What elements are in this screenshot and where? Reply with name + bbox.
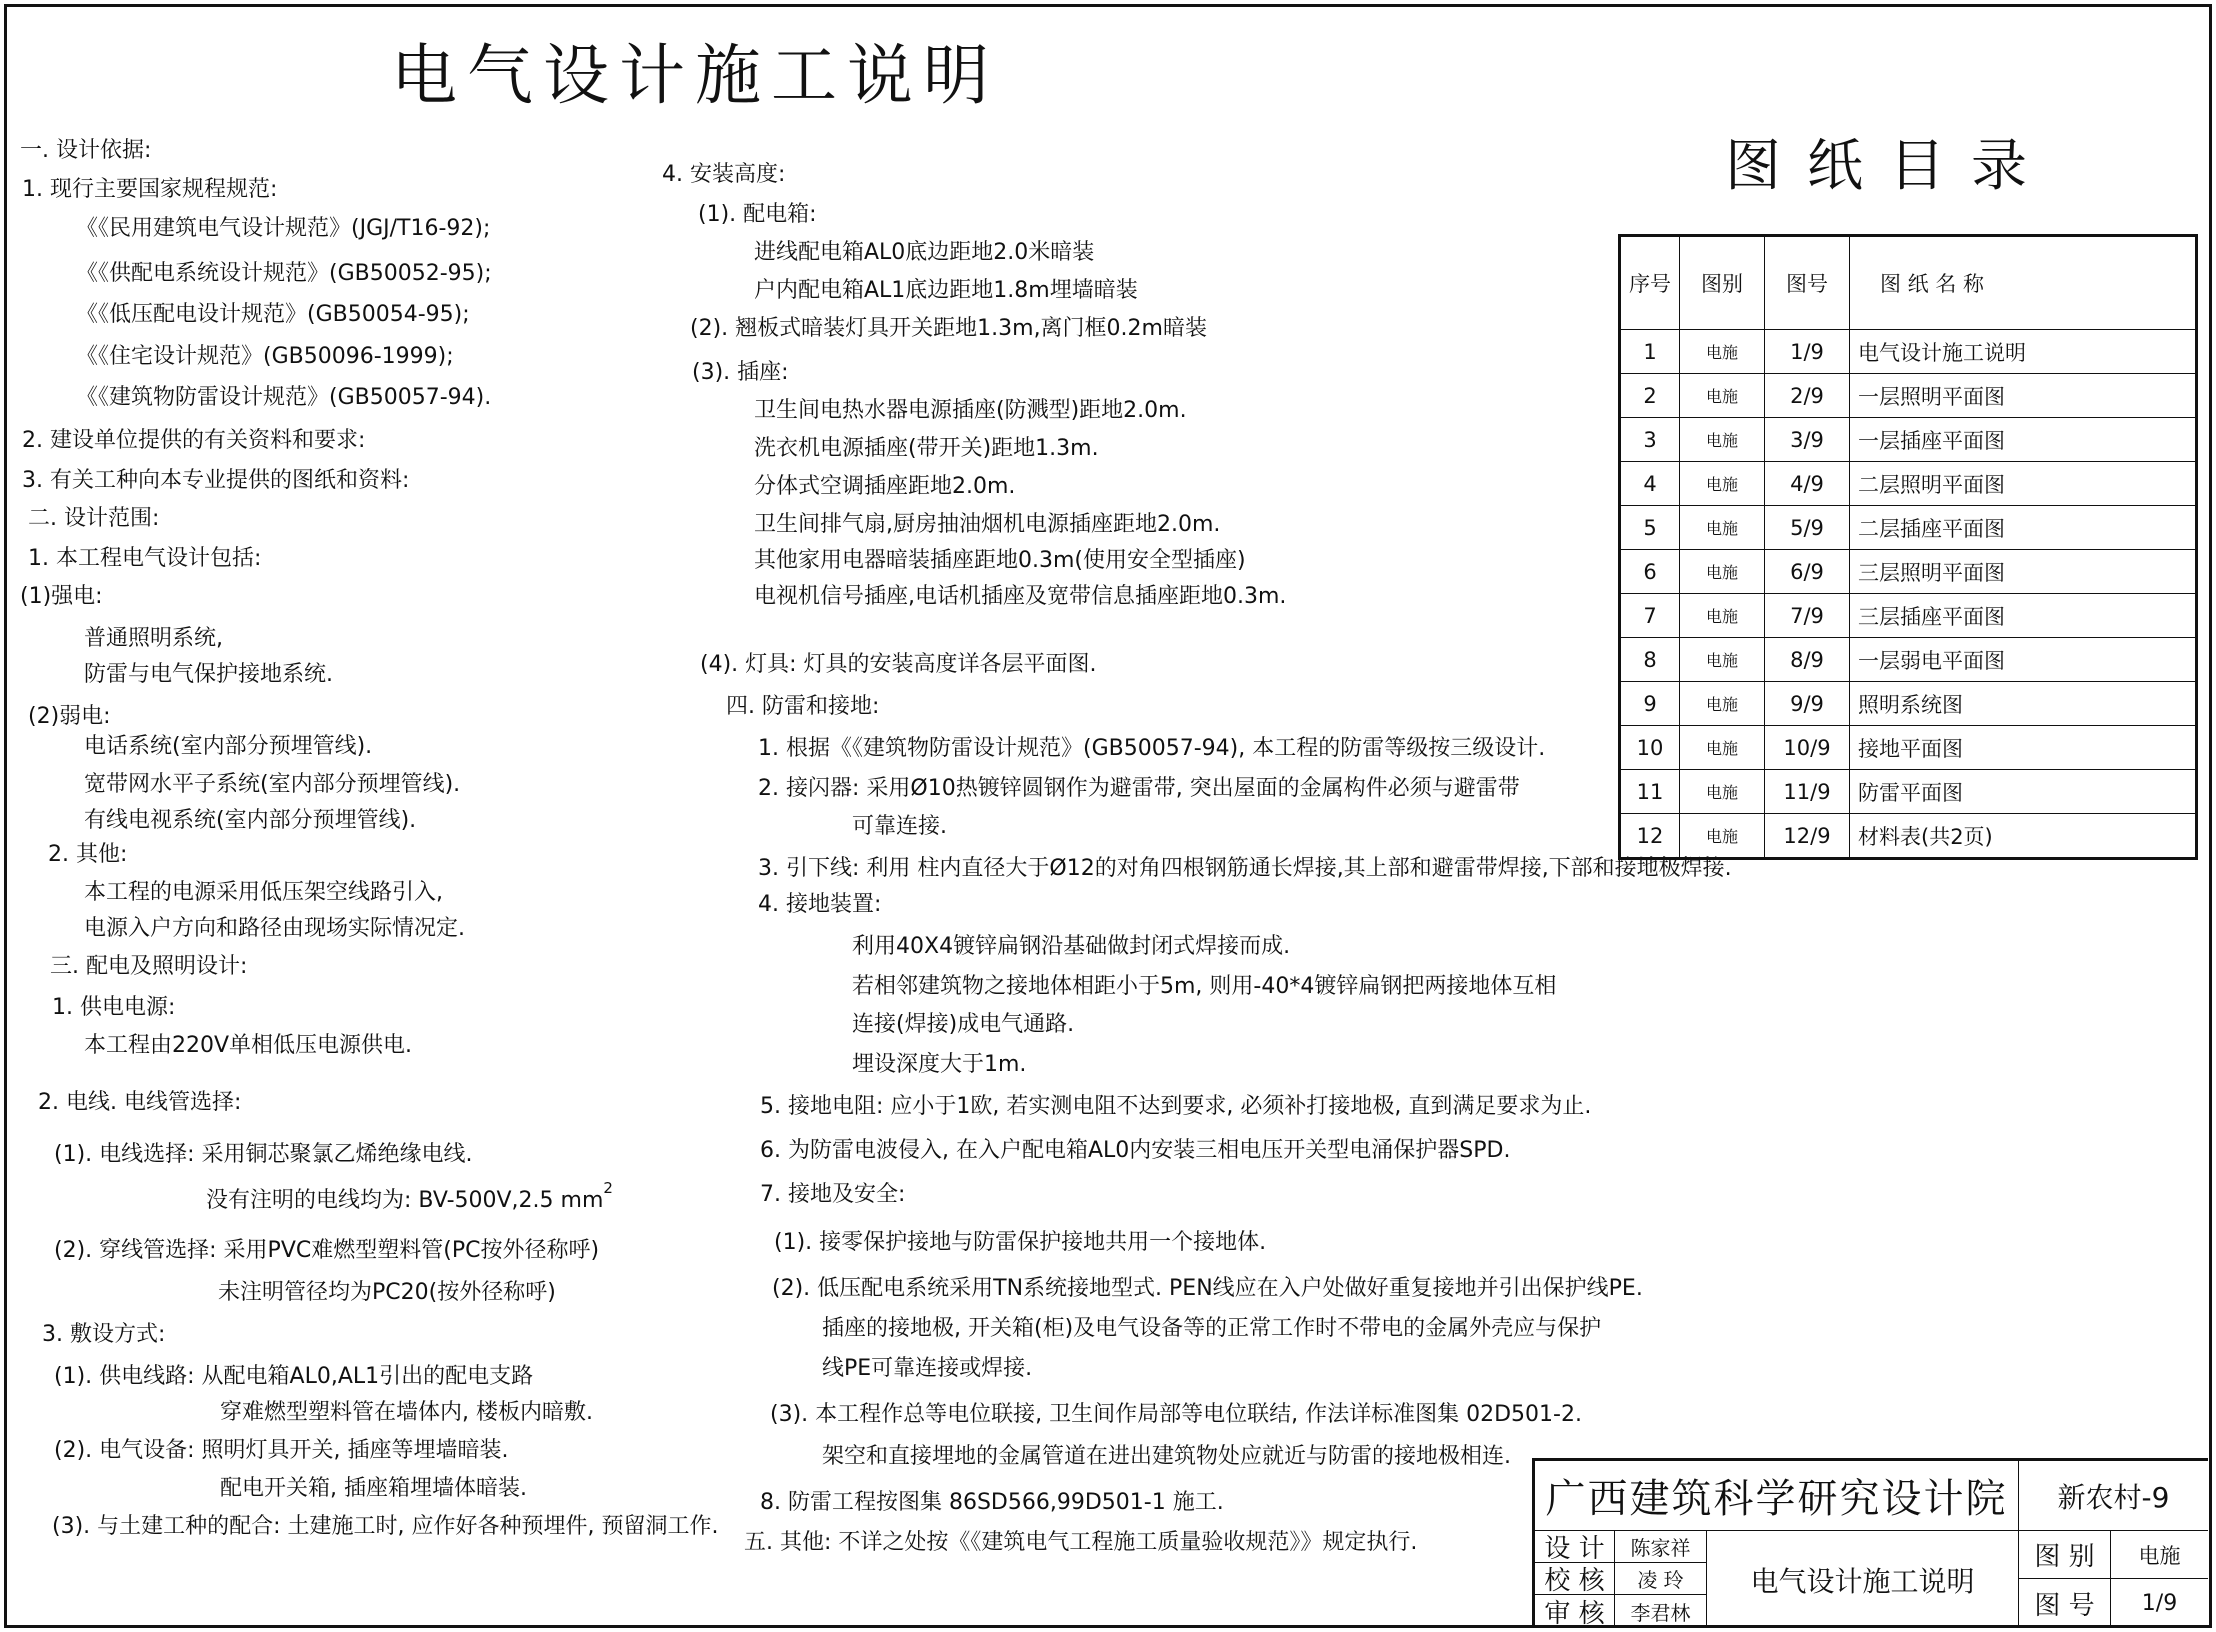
middle-note-line [662,162,785,188]
drawing-type-value: 电施 [2111,1531,2208,1579]
middle-note-line [754,584,1286,610]
middle-note-text: 连接(焊接)成电气通路. [852,1012,1075,1037]
middle-note-text: 进线配电箱AL0底边距地2.0米暗装 [754,240,1095,265]
catalog-body [1620,330,2197,859]
middle-note-line [822,1444,1511,1470]
left-note-line [84,772,460,798]
middle-note-line [852,1052,1026,1078]
middle-note-line [754,436,1099,462]
catalog-cell-type: 电施 [1680,374,1765,418]
middle-note-line [758,856,1732,882]
middle-note-text: 4. 安装高度: [662,162,786,187]
catalog-cell-type: 电施 [1680,550,1765,594]
drawing-catalog-table [1618,234,2198,860]
drawing-type-label: 图 别 [2019,1531,2111,1579]
left-note-text: 《《供配电系统设计规范》(GB50052-95); [76,261,492,286]
left-note-text: 没有注明的电线均为: BV-500V,2.5 mm [206,1188,604,1213]
catalog-cell-index: 5 [1620,506,1680,550]
left-note-line [84,880,443,906]
catalog-row [1620,506,2197,550]
catalog-cell-index: 10 [1620,726,1680,770]
catalog-row [1620,594,2197,638]
catalog-cell-index: 4 [1620,462,1680,506]
title-block-project: 新农村-9 [2019,1461,2208,1531]
left-note-line [20,138,151,164]
catalog-header-type: 图别 [1680,236,1765,330]
left-note-text: 电话系统(室内部分预埋管线). [84,734,373,759]
middle-note-line [754,240,1094,266]
left-note-text: (2). 穿线管选择: 采用PVC难燃型塑料管(PC按外径称呼) [54,1238,600,1263]
middle-note-line [774,1230,1266,1256]
middle-note-line [758,776,1520,802]
left-note-line [50,954,247,980]
left-note-line [84,916,465,942]
catalog-cell-type: 电施 [1680,682,1765,726]
middle-note-text: 电视机信号插座,电话机插座及宽带信息插座距地0.3m. [754,584,1287,609]
catalog-row [1620,682,2197,726]
middle-note-text: 若相邻建筑物之接地体相距小于5m, 则用-40*4镀锌扁钢把两接地体互相 [852,974,1557,999]
role-label-design: 设 计 [1535,1531,1615,1563]
middle-note-text: 2. 接闪器: 采用Ø10热镀锌圆钢作为避雷带, 突出屋面的金属构件必须与避雷带 [758,776,1520,801]
catalog-cell-name: 三层插座平面图 [1850,594,2197,638]
catalog-row [1620,770,2197,814]
catalog-row [1620,550,2197,594]
left-note-text: (3). 与土建工种的配合: 土建施工时, 应作好各种预埋件, 预留洞工作. [52,1514,719,1539]
catalog-cell-index: 9 [1620,682,1680,726]
left-note-text: 3. 有关工种向本专业提供的图纸和资料: [22,468,410,493]
middle-note-text: 插座的接地极, 开关箱(柜)及电气设备等的正常工作时不带电的金属外壳应与保护 [822,1316,1602,1341]
role-name-check: 凌 玲 [1615,1563,1707,1595]
catalog-cell-number: 8/9 [1765,638,1850,682]
catalog-cell-name: 二层照明平面图 [1850,462,2197,506]
middle-note-line [758,892,881,918]
middle-note-line [822,1316,1601,1342]
left-note-line [84,626,223,652]
left-note-line [20,584,103,610]
middle-note-text: 线PE可靠连接或焊接. [822,1356,1033,1381]
left-note-text: 本工程由220V单相低压电源供电. [84,1033,413,1058]
catalog-cell-type: 电施 [1680,814,1765,859]
role-label-check: 校 核 [1535,1563,1615,1595]
left-note-text: (2)弱电: [28,704,111,729]
left-note-text: 1. 本工程电气设计包括: [28,546,262,571]
catalog-cell-type: 电施 [1680,506,1765,550]
catalog-row [1620,462,2197,506]
middle-note-text: 架空和直接埋地的金属管道在进出建筑物处应就近与防雷的接地极相连. [822,1444,1511,1469]
middle-note-line [760,1094,1591,1120]
middle-note-text: 6. 为防雷电波侵入, 在入户配电箱AL0内安装三相电压开关型电涌保护器SPD. [760,1138,1511,1163]
middle-note-line [852,934,1290,960]
middle-note-text: 3. 引下线: 利用 柱内直径大于Ø12的对角四根钢筋通长焊接,其上部和避雷带焊接,下部和接地极焊接. [758,856,1732,881]
left-note-line [84,734,372,760]
left-note-text: 《《民用建筑电气设计规范》(JGJ/T16-92); [76,216,491,241]
middle-note-text: 户内配电箱AL1底边距地1.8m埋墙暗装 [754,278,1138,303]
middle-note-text: 卫生间电热水器电源插座(防溅型)距地2.0m. [754,398,1187,423]
left-note-text: 普通照明系统, [84,626,223,651]
middle-note-line [754,512,1220,538]
catalog-cell-name: 一层插座平面图 [1850,418,2197,462]
catalog-cell-index: 1 [1620,330,1680,374]
middle-note-line [770,1402,1582,1428]
catalog-cell-number: 6/9 [1765,550,1850,594]
middle-note-text: 洗衣机电源插座(带开关)距地1.3m. [754,436,1099,461]
catalog-cell-type: 电施 [1680,638,1765,682]
left-note-text: (1). 供电线路: 从配电箱AL0,AL1引出的配电支路 [54,1364,534,1389]
drawing-number-label: 图 号 [2019,1579,2111,1628]
left-note-line [22,428,365,454]
left-note-text: 1. 供电电源: [52,995,176,1020]
middle-note-line [754,398,1187,424]
catalog-row [1620,418,2197,462]
left-note-text: 三. 配电及照明设计: [50,954,248,979]
catalog-cell-type: 电施 [1680,330,1765,374]
left-note-text: 防雷与电气保护接地系统. [84,662,333,687]
left-note-text: (1). 电线选择: 采用铜芯聚氯乙烯绝缘电线. [54,1142,473,1167]
middle-note-line [760,1138,1510,1164]
superscript: 2 [603,1179,613,1197]
left-note-line [76,344,454,370]
catalog-cell-type: 电施 [1680,770,1765,814]
left-note-line [84,1033,412,1059]
catalog-header-row [1620,236,2197,330]
left-note-text: 2. 其他: [48,842,128,867]
catalog-header-number: 图号 [1765,236,1850,330]
left-note-line [22,468,409,494]
catalog-cell-type: 电施 [1680,462,1765,506]
catalog-cell-index: 12 [1620,814,1680,859]
middle-note-line [772,1276,1643,1302]
left-note-text: 一. 设计依据: [20,138,152,163]
left-note-line [22,177,277,203]
middle-note-text: 5. 接地电阻: 应小于1欧, 若实测电阻不达到要求, 必须补打接地极, 直到满足要求为止. [760,1094,1592,1119]
catalog-cell-number: 4/9 [1765,462,1850,506]
left-note-text: (1)强电: [20,584,103,609]
middle-note-line [690,316,1207,342]
role-name-review: 李君林 [1615,1595,1707,1628]
left-note-text: 《《低压配电设计规范》(GB50054-95); [76,302,470,327]
middle-note-text: (4). 灯具: 灯具的安装高度详各层平面图. [700,652,1097,677]
left-note-line [38,1090,241,1116]
middle-note-line [760,1182,905,1208]
middle-note-line [852,974,1556,1000]
middle-note-line [758,736,1545,762]
catalog-cell-type: 电施 [1680,726,1765,770]
role-label-review: 审 核 [1535,1595,1615,1628]
middle-note-line [698,202,817,228]
catalog-header-name: 图 纸 名 称 [1850,236,2197,330]
title-block-drawing-name: 电气设计施工说明 [1707,1531,2019,1628]
left-note-line [54,1364,533,1390]
middle-note-text: 卫生间排气扇,厨房抽油烟机电源插座距地2.0m. [754,512,1221,537]
left-note-line [76,216,490,242]
catalog-cell-index: 6 [1620,550,1680,594]
catalog-cell-number: 3/9 [1765,418,1850,462]
page-title: 电气设计施工说明 [391,37,999,114]
catalog-cell-name: 照明系统图 [1850,682,2197,726]
left-note-line [52,1514,719,1540]
left-note-line [76,302,470,328]
left-note-text: 配电开关箱, 插座箱埋墙体暗装. [220,1476,527,1501]
middle-note-text: 分体式空调插座距地2.0m. [754,474,1016,499]
left-note-line [28,546,261,572]
catalog-cell-number: 5/9 [1765,506,1850,550]
left-note-text: 穿难燃型塑料管在墙体内, 楼板内暗敷. [220,1400,593,1425]
catalog-header-index: 序号 [1620,236,1680,330]
middle-note-line [822,1356,1032,1382]
catalog-cell-number: 10/9 [1765,726,1850,770]
left-note-line [84,808,416,834]
middle-note-text: (1). 接零保护接地与防雷保护接地共用一个接地体. [774,1230,1267,1255]
left-note-text: 2. 建设单位提供的有关资料和要求: [22,428,366,453]
catalog-cell-number: 11/9 [1765,770,1850,814]
middle-note-text: (3). 插座: [692,360,789,385]
catalog-cell-index: 7 [1620,594,1680,638]
middle-note-text: (1). 配电箱: [698,202,817,227]
catalog-cell-index: 2 [1620,374,1680,418]
left-note-line [52,995,175,1021]
left-note-text: 1. 现行主要国家规程规范: [22,177,278,202]
catalog-cell-index: 11 [1620,770,1680,814]
middle-note-line [760,1490,1224,1516]
left-note-line [220,1476,527,1502]
left-note-text: 二. 设计范围: [28,506,160,531]
left-note-line [218,1280,556,1306]
title-block-organization: 广西建筑科学研究设计院 [1535,1461,2019,1531]
left-note-line [54,1438,509,1464]
middle-note-text: 其他家用电器暗装插座距地0.3m(使用安全型插座) [754,548,1246,573]
catalog-cell-type: 电施 [1680,594,1765,638]
middle-note-line [852,814,947,840]
left-note-text: 电源入户方向和路径由现场实际情况定. [84,916,465,941]
left-note-text: 《《建筑物防雷设计规范》(GB50057-94). [76,385,492,410]
catalog-cell-name: 一层弱电平面图 [1850,638,2197,682]
catalog-cell-name: 二层插座平面图 [1850,506,2197,550]
catalog-cell-name: 一层照明平面图 [1850,374,2197,418]
middle-note-line [700,652,1097,678]
catalog-cell-name: 材料表(共2页) [1850,814,2197,859]
catalog-cell-index: 3 [1620,418,1680,462]
left-note-line [76,385,491,411]
middle-note-text: 利用40X4镀锌扁钢沿基础做封闭式焊接而成. [852,934,1291,959]
middle-note-text: 四. 防雷和接地: [726,694,880,719]
catalog-cell-name: 接地平面图 [1850,726,2197,770]
catalog-cell-index: 8 [1620,638,1680,682]
left-note-text: 未注明管径均为PC20(按外径称呼) [218,1280,556,1305]
left-note-line [28,704,111,730]
catalog-cell-number: 2/9 [1765,374,1850,418]
drawing-number-value: 1/9 [2141,1591,2178,1616]
middle-note-line [754,474,1015,500]
middle-note-line [754,548,1246,574]
middle-note-line [754,278,1138,304]
middle-note-line [852,1012,1074,1038]
middle-note-line [692,360,789,386]
left-note-text: 2. 电线. 电线管选择: [38,1090,242,1115]
title-block [1532,1458,2208,1628]
middle-note-text: 4. 接地装置: [758,892,882,917]
left-note-line [76,261,492,287]
catalog-cell-type: 电施 [1680,418,1765,462]
catalog-row [1620,814,2197,859]
catalog-title: 图纸目录 [1725,134,2053,199]
catalog-cell-number: 12/9 [1765,814,1850,859]
catalog-cell-name: 电气设计施工说明 [1850,330,2197,374]
middle-note-text: (2). 翘板式暗装灯具开关距地1.3m,离门框0.2m暗装 [690,316,1207,341]
middle-note-line [744,1530,1417,1556]
left-note-line [54,1238,599,1264]
middle-note-text: 可靠连接. [852,814,947,839]
left-note-text: (2). 电气设备: 照明灯具开关, 插座等埋墙暗装. [54,1438,509,1463]
middle-note-text: 五. 其他: 不详之处按《《建筑电气工程施工质量验收规范》》规定执行. [744,1530,1418,1555]
left-note-text: 有线电视系统(室内部分预埋管线). [84,808,417,833]
middle-note-text: 8. 防雷工程按图集 86SD566,99D501-1 施工. [760,1490,1224,1515]
left-note-text: 《《住宅设计规范》(GB50096-1999); [76,344,454,369]
middle-note-text: 7. 接地及安全: [760,1182,906,1207]
left-note-line [28,506,159,532]
catalog-cell-number: 7/9 [1765,594,1850,638]
left-note-text: 3. 敷设方式: [42,1322,166,1347]
middle-note-text: (2). 低压配电系统采用TN系统接地型式. PEN线应在入户处做好重复接地并引出保护线PE. [772,1276,1643,1301]
catalog-cell-name: 防雷平面图 [1850,770,2197,814]
catalog-cell-number: 1/9 [1765,330,1850,374]
role-name-design: 陈家祥 [1615,1531,1707,1563]
catalog-row [1620,638,2197,682]
catalog-row [1620,726,2197,770]
left-note-line [84,662,333,688]
middle-note-text: (3). 本工程作总等电位联接, 卫生间作局部等电位联结, 作法详标准图集 02D501-2. [770,1402,1582,1427]
left-note-text: 宽带网水平子系统(室内部分预埋管线). [84,772,461,797]
catalog-row [1620,374,2197,418]
catalog-cell-name: 三层照明平面图 [1850,550,2197,594]
left-note-line [54,1142,473,1168]
left-note-line [48,842,127,868]
middle-note-line [726,694,879,720]
catalog-cell-number: 9/9 [1765,682,1850,726]
middle-note-text: 1. 根据《《建筑物防雷设计规范》(GB50057-94), 本工程的防雷等级按三级设计. [758,736,1546,761]
left-note-line [206,1179,613,1215]
left-note-line [220,1400,593,1426]
catalog-row [1620,330,2197,374]
left-note-line [42,1322,165,1348]
middle-note-text: 埋设深度大于1m. [852,1052,1027,1077]
left-note-text: 本工程的电源采用低压架空线路引入, [84,880,443,905]
